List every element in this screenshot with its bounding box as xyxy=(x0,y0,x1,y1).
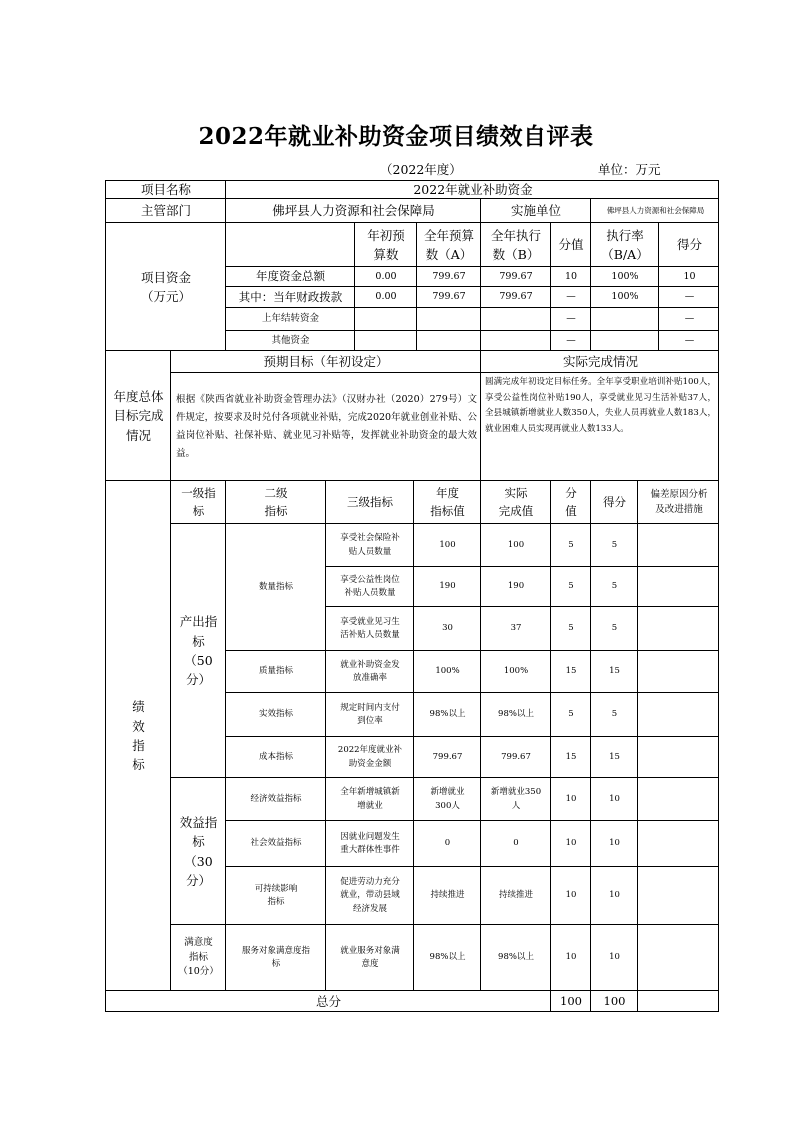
perf-actual-value: 799.67 xyxy=(501,751,531,762)
expected-goal-header: 预期目标（年初设定） xyxy=(263,354,389,370)
year-label: （2022年度） xyxy=(380,162,462,177)
perf-header: 三级指标 xyxy=(347,494,393,509)
perf-deviation xyxy=(638,925,720,991)
fund-cell: — xyxy=(566,313,576,325)
fund-header: 全年执行 数（B） xyxy=(490,227,541,262)
fund-cell: — xyxy=(684,334,695,346)
fund-cell: 100% xyxy=(611,291,639,303)
fund-cell xyxy=(591,331,659,351)
page-title: 2022年就业补助资金项目绩效自评表 xyxy=(198,123,594,150)
perf-target-value: 100 xyxy=(439,539,456,550)
perf-target-value: 98%以上 xyxy=(429,952,466,963)
perf-deviation xyxy=(638,607,720,651)
fund-cell xyxy=(417,331,481,351)
perf-header: 得分 xyxy=(603,494,626,509)
perf-score: 10 xyxy=(609,890,620,901)
perf-header: 一级指 标 xyxy=(181,485,216,518)
perf-score: 5 xyxy=(611,709,618,720)
perf-target-value: 799.67 xyxy=(432,751,463,762)
perf-deviation xyxy=(638,567,720,607)
perf-target-value: 新增就业 300人 xyxy=(430,787,465,811)
dept-label: 主管部门 xyxy=(140,203,191,219)
perf-deviation xyxy=(638,867,720,925)
fund-cell xyxy=(481,331,551,351)
total-label: 总分 xyxy=(315,993,341,1009)
fund-cell xyxy=(355,331,417,351)
perf-header: 分 值 xyxy=(565,485,577,518)
fund-row-name: 年度资金总额 xyxy=(256,269,325,284)
perf-actual-value: 100% xyxy=(503,666,529,677)
fund-cell: — xyxy=(684,313,695,325)
actual-result-text: 圆满完成年初设定目标任务。全年享受职业培训补贴100人，享受公益性岗位补贴190人，享受就业见习生活补贴37人，全县城镇新增就业人数350人，失业人员再就业人数183人，就业困难人员实现再就业人数133人。 xyxy=(485,377,716,435)
perf-third-level: 全年新增城镇新 增就业 xyxy=(340,787,400,811)
perf-second-level: 服务对象满意度指 标 xyxy=(241,945,310,969)
fund-cell xyxy=(355,308,417,331)
fund-cell: 799.67 xyxy=(499,270,533,282)
impl-unit-value: 佛坪县人力资源和社会保障局 xyxy=(606,206,705,216)
perf-deviation xyxy=(638,524,720,567)
unit-label: 单位：万元 xyxy=(598,162,661,177)
evaluation-table xyxy=(105,180,719,1012)
perf-deviation xyxy=(638,651,720,693)
fund-cell: — xyxy=(684,291,695,303)
fund-cell: 0.00 xyxy=(375,270,397,282)
goals-label: 年度总体 目标完成 情况 xyxy=(113,388,164,443)
fund-cell: 0.00 xyxy=(375,291,397,303)
dept-value: 佛坪县人力资源和社会保障局 xyxy=(272,203,435,219)
perf-score-value: 10 xyxy=(565,838,577,849)
perf-deviation xyxy=(638,693,720,737)
perf-deviation xyxy=(638,737,720,778)
actual-result-header: 实际完成情况 xyxy=(562,354,638,370)
perf-score-value: 5 xyxy=(568,623,574,634)
fund-header: 得分 xyxy=(676,237,702,253)
perf-score: 5 xyxy=(611,581,618,592)
perf-score: 15 xyxy=(609,751,620,762)
perf-target-value: 100% xyxy=(435,666,460,677)
perf-header: 偏差原因分析 及改进措施 xyxy=(650,488,708,515)
total-value: 100 xyxy=(560,993,582,1008)
project-name-value: 2022年就业补助资金 xyxy=(413,182,533,198)
fund-header: 执行率 （B/A） xyxy=(601,227,649,262)
perf-second-level: 成本指标 xyxy=(258,751,293,762)
fund-cell: 799.67 xyxy=(432,270,466,282)
perf-third-level: 享受社会保险补 贴人员数量 xyxy=(340,533,400,557)
fund-cell: 799.67 xyxy=(499,291,533,303)
perf-target-value: 98%以上 xyxy=(429,709,466,720)
perf-third-level: 享受就业见习生 活补贴人员数量 xyxy=(340,616,400,640)
perf-second-level: 数量指标 xyxy=(258,581,293,592)
fund-cell: — xyxy=(566,291,576,303)
perf-actual-value: 98%以上 xyxy=(498,952,534,963)
perf-target-value: 0 xyxy=(444,838,451,849)
perf-score-value: 10 xyxy=(565,890,577,901)
perf-score-value: 10 xyxy=(565,793,577,804)
perf-third-level: 因就业问题发生 重大群体性事件 xyxy=(340,831,400,855)
perf-group-benefit: 效益指 标 （30 分） xyxy=(179,814,218,888)
project-name-label: 项目名称 xyxy=(140,182,191,198)
perf-label: 绩 效 指 标 xyxy=(132,699,145,773)
fund-row-name: 其中：当年财政拨款 xyxy=(238,289,343,304)
perf-header: 二级 指标 xyxy=(264,485,288,518)
perf-actual-value: 100 xyxy=(507,539,525,550)
perf-third-level: 促进劳动力充分 就业，带动县域 经济发展 xyxy=(340,877,400,914)
fund-header: 分值 xyxy=(558,237,584,253)
fund-header: 全年预算 数（A） xyxy=(423,227,474,262)
fund-header: 年初预 算数 xyxy=(367,227,405,262)
perf-target-value: 30 xyxy=(442,623,453,634)
perf-actual-value: 持续推进 xyxy=(498,890,533,901)
total-score: 100 xyxy=(603,993,626,1008)
perf-header: 实际 完成值 xyxy=(498,485,534,518)
perf-second-level: 经济效益指标 xyxy=(250,793,302,804)
perf-score: 15 xyxy=(609,666,620,677)
fund-cell xyxy=(591,308,659,331)
perf-score: 10 xyxy=(609,838,620,849)
perf-third-level: 规定时间内支付 到位率 xyxy=(340,702,400,726)
perf-score-value: 5 xyxy=(568,539,574,550)
fund-cell: 10 xyxy=(683,270,696,282)
fund-cell xyxy=(417,308,481,331)
fund-label: 项目资金 （万元） xyxy=(140,269,191,304)
perf-actual-value: 新增就业350 人 xyxy=(490,787,542,811)
perf-score-value: 5 xyxy=(568,709,574,720)
fund-row-name: 其他资金 xyxy=(271,334,310,346)
perf-third-level: 就业补助资金发 放准确率 xyxy=(340,659,400,683)
perf-actual-value: 190 xyxy=(507,581,525,592)
perf-deviation xyxy=(638,778,720,821)
perf-score: 5 xyxy=(611,623,618,634)
fund-cell: — xyxy=(566,334,576,346)
perf-header: 年度 指标值 xyxy=(430,485,465,518)
perf-group-satisfaction: 满意度 指标 （10分） xyxy=(178,936,219,978)
expected-goal-text: 根据《陕西省就业补助资金管理办法》（汉财办社（2020）279号）文件规定，按要求及时兑付各项就业补贴，完成2020年就业创业补贴、公益岗位补贴、社保补贴、就业见习补贴等，发挥就业补助资金的最大效益。 xyxy=(176,393,477,460)
perf-group-output: 产出指 标 （50 分） xyxy=(179,614,218,688)
perf-target-value: 持续推进 xyxy=(430,890,465,901)
perf-actual-value: 0 xyxy=(513,838,519,849)
fund-cell: 799.67 xyxy=(432,291,466,303)
perf-score-value: 15 xyxy=(565,751,577,762)
perf-third-level: 就业服务对象满 意度 xyxy=(340,945,400,969)
perf-score-value: 5 xyxy=(568,581,574,592)
fund-cell: 100% xyxy=(611,270,639,282)
fund-cell: 10 xyxy=(564,270,578,282)
perf-second-level: 质量指标 xyxy=(258,666,293,677)
perf-actual-value: 98%以上 xyxy=(498,709,534,720)
fund-cell xyxy=(481,308,551,331)
fund-row-name: 上年结转资金 xyxy=(261,313,319,325)
perf-second-level: 可持续影响 指标 xyxy=(254,883,298,907)
perf-third-level: 2022年度就业补 助资金金额 xyxy=(337,745,403,769)
perf-second-level: 社会效益指标 xyxy=(250,838,302,849)
perf-deviation xyxy=(638,821,720,867)
perf-score: 10 xyxy=(609,793,620,804)
perf-score: 10 xyxy=(609,952,620,963)
perf-score-value: 10 xyxy=(565,952,577,963)
perf-third-level: 享受公益性岗位 补贴人员数量 xyxy=(340,574,400,598)
perf-score: 5 xyxy=(611,539,618,550)
perf-actual-value: 37 xyxy=(510,623,522,634)
impl-unit-label: 实施单位 xyxy=(510,203,561,219)
perf-target-value: 190 xyxy=(439,581,456,592)
perf-second-level: 实效指标 xyxy=(258,709,293,720)
perf-score-value: 15 xyxy=(565,666,577,677)
